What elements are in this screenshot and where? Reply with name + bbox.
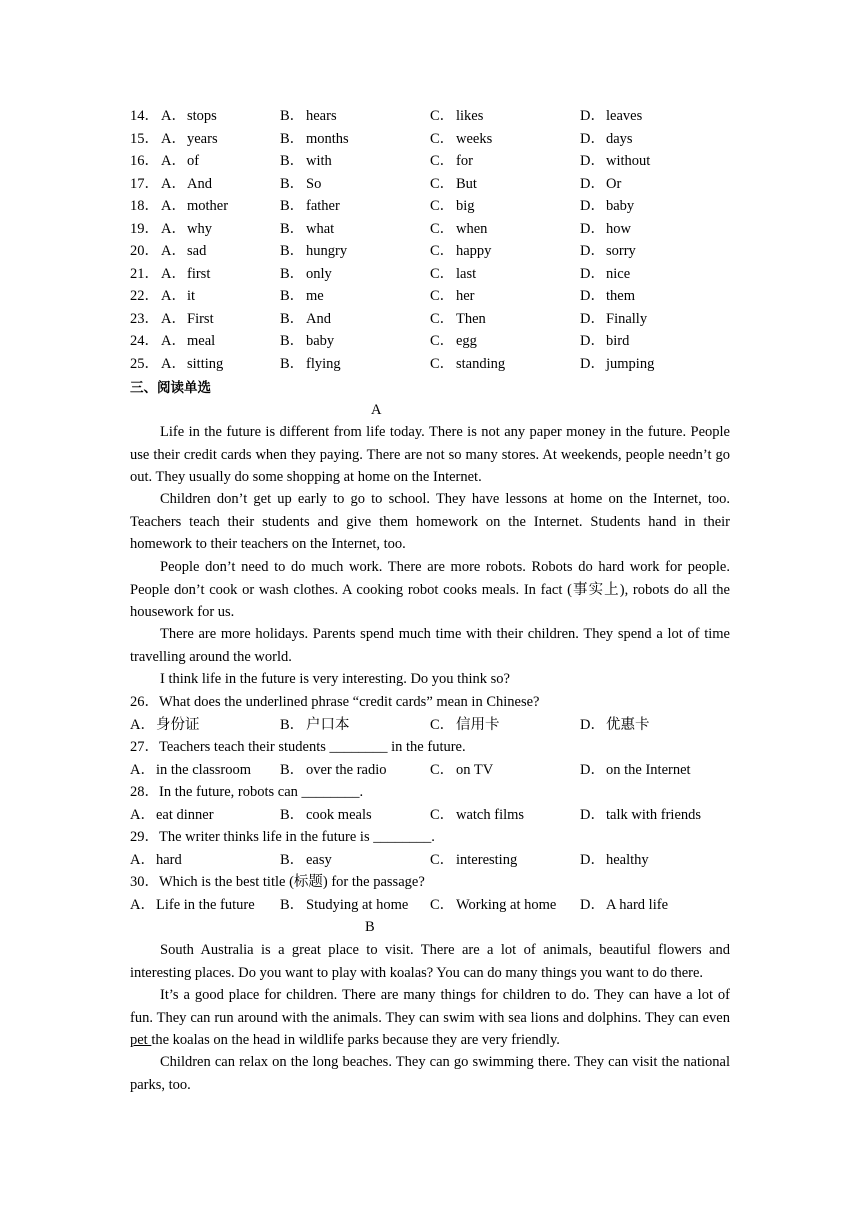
option-letter: C． [430, 806, 455, 823]
passage-a-paragraph: I think life in the future is very interesting. Do you think so? [160, 671, 510, 687]
cloze-option [130, 308, 214, 330]
option-letter: A． [161, 243, 186, 259]
option-letter: C． [430, 108, 455, 124]
question-number: 16． [130, 153, 159, 169]
answer-option [280, 849, 332, 871]
option-letter: D． [580, 265, 605, 282]
option-letter: D． [580, 310, 605, 327]
answer-option [430, 849, 517, 871]
option-letter: B． [280, 265, 305, 282]
option-text: first [187, 265, 211, 282]
option-text: Finally [606, 310, 648, 327]
answer-option [430, 714, 500, 736]
answer-option [280, 759, 387, 781]
question-stem: 30．Which is the best title (标题) for the passage? [130, 874, 425, 890]
passage-b-text: the koalas on the head in wildlife parks because they are very friendly. [151, 1032, 560, 1048]
passage-b-paragraph: Children can relax on the long beaches. They can go swimming there. They can visit the national parks, too. [130, 1054, 730, 1093]
option-text: me [306, 288, 324, 304]
cloze-option [430, 195, 475, 217]
option-text: big [456, 198, 475, 214]
option-letter: D． [580, 153, 605, 169]
option-letter: C． [430, 265, 455, 282]
option-text: with [306, 153, 332, 169]
option-letter: D． [580, 130, 605, 147]
option-text: on TV [456, 761, 494, 778]
option-text: interesting [456, 851, 518, 868]
cloze-option [430, 105, 483, 127]
option-text: of [187, 153, 200, 169]
option-letter: A． [161, 130, 186, 147]
answer-option [130, 894, 255, 916]
option-text: Then [456, 310, 486, 327]
passage-a-paragraph: Life in the future is different from life today. There is not any paper money in the future. People use their credit cards when they paying. There are not so many stores. At weekends, people needn’t go out. They usually do some shopping at home on the Internet. [130, 424, 730, 485]
option-text: days [606, 130, 633, 147]
cloze-item-row [130, 150, 750, 172]
option-text: flying [306, 355, 341, 372]
answer-option [430, 804, 524, 826]
question-options-row [130, 894, 750, 916]
option-text: Life in the future [156, 896, 255, 913]
cloze-option [130, 128, 218, 150]
cloze-item-row [130, 105, 750, 127]
option-text: sitting [187, 355, 224, 372]
cloze-option [280, 105, 337, 127]
cloze-option [580, 218, 631, 240]
answer-option [580, 849, 649, 871]
question-number: 25． [130, 355, 159, 372]
option-letter: D． [580, 716, 605, 733]
option-letter: A． [130, 761, 155, 778]
cloze-option [130, 105, 217, 127]
cloze-item-row [130, 285, 750, 307]
option-text: sad [187, 243, 207, 259]
option-text: 身份证 [156, 716, 200, 733]
option-text: hears [306, 108, 337, 124]
option-letter: A． [161, 220, 186, 237]
option-letter: C． [430, 896, 455, 913]
cloze-option [430, 263, 476, 285]
option-text: And [187, 175, 212, 192]
cloze-option [580, 195, 634, 217]
answer-option [130, 804, 214, 826]
answer-option [430, 894, 556, 916]
option-letter: A． [161, 265, 186, 282]
answer-option [130, 849, 182, 871]
option-text: So [306, 175, 322, 192]
cloze-option [280, 128, 349, 150]
option-letter: A． [161, 310, 186, 327]
answer-option [580, 894, 668, 916]
option-letter: B． [280, 896, 305, 913]
question-number: 22． [130, 288, 159, 304]
option-text: meal [187, 333, 216, 349]
option-letter: B． [280, 716, 305, 733]
answer-option [580, 804, 701, 826]
option-text: baby [606, 198, 635, 214]
option-letter: B． [280, 355, 305, 372]
cloze-option [430, 150, 473, 172]
option-letter: C． [430, 198, 455, 214]
cloze-option [280, 353, 341, 375]
option-text: mother [187, 198, 229, 214]
cloze-option [130, 240, 206, 262]
option-text: last [456, 265, 477, 282]
cloze-option [430, 285, 475, 307]
cloze-option [580, 105, 642, 127]
option-text: without [606, 153, 651, 169]
passage-a-paragraph: There are more holidays. Parents spend much time with their children. They spend a lot of time travelling around the world. [130, 626, 730, 665]
cloze-option [430, 353, 505, 375]
passage-b-text: It’s a good place for children. There are many things for children to do. They can have a lot of fun. They can run around with the animals. They can swim with sea lions and dolphins. They can even [130, 987, 730, 1026]
cloze-item-row [130, 353, 750, 375]
question-number: 21． [130, 265, 159, 282]
option-letter: A． [161, 288, 186, 304]
underlined-word: pet [130, 1032, 152, 1048]
option-text: sorry [606, 243, 636, 259]
option-text: watch films [456, 806, 525, 823]
option-letter: B． [280, 108, 305, 124]
option-letter: C． [430, 851, 455, 868]
option-letter: C． [430, 761, 455, 778]
option-text: But [456, 175, 477, 192]
cloze-option [280, 195, 340, 217]
answer-option [130, 759, 251, 781]
cloze-option [130, 195, 228, 217]
cloze-option [430, 218, 487, 240]
cloze-item-row [130, 173, 750, 195]
option-text: healthy [606, 851, 649, 868]
question-stem: 29．The writer thinks life in the future is ________. [130, 829, 435, 845]
cloze-item-row [130, 218, 750, 240]
option-text: baby [306, 333, 335, 349]
option-letter: A． [161, 355, 186, 372]
cloze-option [130, 353, 223, 375]
cloze-item-row [130, 128, 750, 150]
cloze-option [280, 308, 331, 330]
option-text: standing [456, 355, 506, 372]
question-stem: 26．What does the underlined phrase “credit cards” mean in Chinese? [130, 694, 540, 710]
option-text: cook meals [306, 806, 372, 823]
option-letter: D． [580, 198, 605, 214]
cloze-option [430, 173, 477, 195]
option-text: on the Internet [606, 761, 691, 778]
option-letter: D． [580, 175, 605, 192]
option-letter: D． [580, 108, 605, 124]
cloze-item-row [130, 330, 750, 352]
option-text: egg [456, 333, 477, 349]
option-text: in the classroom [156, 761, 252, 778]
passage-a-label: A [371, 402, 382, 418]
question-number: 14． [130, 108, 159, 124]
option-letter: D． [580, 806, 605, 823]
option-letter: C． [430, 288, 455, 304]
question-number: 18． [130, 198, 159, 214]
question-stem: 28．In the future, robots can ________. [130, 784, 364, 800]
option-text: 信用卡 [456, 716, 500, 733]
passage-a-paragraph: People don’t need to do much work. There are more robots. Robots do hard work for people. People don’t cook or wash clothes. A cooking robot cooks meals. In fact (事实上), robots do all the housework for us. [130, 559, 730, 620]
option-text: when [456, 220, 488, 237]
option-text: Or [606, 175, 622, 192]
option-letter: A． [161, 153, 186, 169]
question-number: 20． [130, 243, 159, 259]
cloze-option [280, 218, 334, 240]
option-letter: B． [280, 288, 305, 304]
option-text: father [306, 198, 340, 214]
option-text: only [306, 265, 332, 282]
option-letter: D． [580, 243, 605, 259]
option-letter: D． [580, 288, 605, 304]
cloze-item-row [130, 263, 750, 285]
cloze-option [580, 285, 635, 307]
option-letter: A． [130, 851, 155, 868]
answer-option [430, 759, 493, 781]
option-text: bird [606, 333, 630, 349]
cloze-option [280, 263, 332, 285]
option-text: leaves [606, 108, 643, 124]
passage-b-paragraph [130, 984, 730, 1052]
passage-a-paragraph: Children don’t get up early to go to school. They have lessons at home on the Internet, too. Teachers teach their students and give them homework on the Internet. Students hand in their homework to their teachers on the Internet, too. [130, 491, 730, 552]
option-text: easy [306, 851, 332, 868]
cloze-option [580, 128, 633, 150]
option-letter: C． [430, 175, 455, 192]
option-letter: B． [280, 175, 305, 192]
option-letter: C． [430, 716, 455, 733]
option-letter: B． [280, 333, 305, 349]
option-letter: C． [430, 243, 455, 259]
option-text: eat dinner [156, 806, 214, 823]
answer-option [280, 894, 408, 916]
option-text: them [606, 288, 635, 304]
cloze-option [130, 263, 210, 285]
option-text: years [187, 130, 218, 147]
question-number: 15． [130, 130, 159, 147]
option-text: hard [156, 851, 182, 868]
option-letter: D． [580, 851, 605, 868]
cloze-item-row [130, 240, 750, 262]
option-text: for [456, 153, 473, 169]
option-text: it [187, 288, 196, 304]
cloze-option [130, 150, 199, 172]
option-text: And [306, 310, 331, 327]
cloze-option [280, 330, 334, 352]
question-stem: 27．Teachers teach their students ________ in the future. [130, 739, 466, 755]
option-letter: A． [161, 198, 186, 214]
option-text: her [456, 288, 475, 304]
cloze-option [430, 330, 477, 352]
option-text: likes [456, 108, 484, 124]
option-text: over the radio [306, 761, 387, 778]
option-letter: D． [580, 333, 605, 349]
option-letter: D． [580, 761, 605, 778]
question-number: 17． [130, 175, 159, 192]
option-letter: A． [161, 333, 186, 349]
cloze-option [130, 285, 195, 307]
cloze-option [130, 330, 215, 352]
option-text: hungry [306, 243, 348, 259]
option-text: happy [456, 243, 492, 259]
option-text: 优惠卡 [606, 716, 650, 733]
option-letter: C． [430, 220, 455, 237]
cloze-option [580, 330, 629, 352]
cloze-option [580, 263, 630, 285]
option-text: Studying at home [306, 896, 409, 913]
option-letter: B． [280, 806, 305, 823]
cloze-option [580, 240, 636, 262]
question-number: 19． [130, 220, 159, 237]
question-number: 24． [130, 333, 159, 349]
answer-option [580, 714, 650, 736]
cloze-option [280, 240, 347, 262]
passage-b-label: B [365, 919, 375, 935]
option-letter: A． [130, 896, 155, 913]
option-text: why [187, 220, 212, 237]
option-letter: A． [161, 175, 186, 192]
question-options-row [130, 849, 750, 871]
cloze-option [430, 240, 491, 262]
cloze-option [580, 173, 621, 195]
option-letter: A． [161, 108, 186, 124]
cloze-item-row [130, 308, 750, 330]
option-letter: C． [430, 333, 455, 349]
question-number: 23． [130, 310, 159, 327]
question-options-row [130, 759, 750, 781]
option-text: weeks [456, 130, 493, 147]
option-text: months [306, 130, 349, 147]
option-letter: B． [280, 243, 305, 259]
option-letter: A． [130, 716, 155, 733]
option-letter: D． [580, 355, 605, 372]
option-letter: A． [130, 806, 155, 823]
cloze-option [430, 308, 486, 330]
option-letter: B． [280, 198, 305, 214]
option-text: how [606, 220, 631, 237]
option-text: A hard life [606, 896, 669, 913]
question-options-row [130, 804, 750, 826]
answer-option [280, 714, 350, 736]
option-letter: B． [280, 761, 305, 778]
cloze-option [580, 150, 650, 172]
cloze-option [280, 285, 324, 307]
option-letter: B． [280, 130, 305, 147]
answer-option [580, 759, 691, 781]
cloze-option [130, 218, 212, 240]
option-letter: C． [430, 355, 455, 372]
option-text: talk with friends [606, 806, 702, 823]
option-text: 户口本 [306, 716, 350, 733]
cloze-option [280, 173, 321, 195]
cloze-option [130, 173, 212, 195]
option-letter: D． [580, 896, 605, 913]
option-letter: B． [280, 851, 305, 868]
option-text: Working at home [456, 896, 557, 913]
option-letter: B． [280, 310, 305, 327]
option-letter: D． [580, 220, 605, 237]
question-options-row [130, 714, 750, 736]
answer-option [130, 714, 200, 736]
option-text: what [306, 220, 335, 237]
option-letter: B． [280, 220, 305, 237]
option-text: stops [187, 108, 217, 124]
section-heading: 三、阅读单选 [130, 380, 211, 396]
option-text: nice [606, 265, 631, 282]
cloze-option [280, 150, 332, 172]
option-letter: C． [430, 130, 455, 147]
option-text: First [187, 310, 214, 327]
option-letter: B． [280, 153, 305, 169]
option-text: jumping [606, 355, 655, 372]
cloze-option [580, 308, 647, 330]
answer-option [280, 804, 372, 826]
option-letter: C． [430, 153, 455, 169]
cloze-option [580, 353, 654, 375]
passage-b-paragraph: South Australia is a great place to visit. There are a lot of animals, beautiful flowers and interesting places. Do you want to play with koalas? You can do many things you want to do there. [130, 942, 730, 981]
option-letter: C． [430, 310, 455, 327]
cloze-item-row [130, 195, 750, 217]
cloze-option [430, 128, 492, 150]
